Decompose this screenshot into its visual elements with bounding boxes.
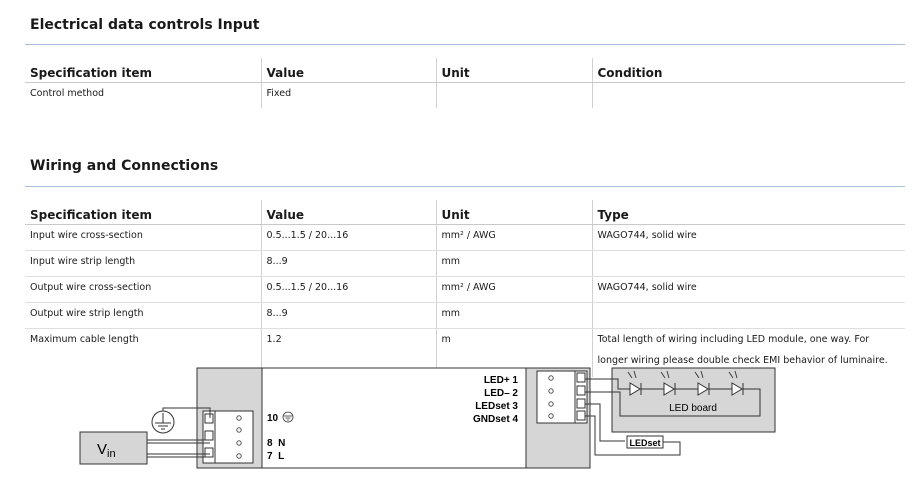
- column-header: Condition: [592, 58, 905, 83]
- table-cell: [592, 83, 905, 109]
- section-divider: [25, 186, 905, 187]
- ledset-resistor-right-wire: [663, 442, 680, 448]
- table-cell: mm² / AWG: [436, 277, 592, 303]
- vin-label-main: V: [97, 441, 108, 458]
- column-header: Type: [592, 200, 905, 225]
- column-header: Value: [261, 200, 436, 225]
- table-header-row: [25, 200, 905, 225]
- column-header: Specification item: [25, 58, 261, 83]
- gndset-label: GNDset 4: [472, 414, 518, 425]
- table-cell: Input wire strip length: [25, 251, 261, 277]
- table-cell: Output wire cross-section: [25, 277, 261, 303]
- column-header: Unit: [436, 58, 592, 83]
- vin-label-sub: in: [107, 448, 116, 460]
- led-board-label: LED board: [669, 403, 717, 414]
- column-header: Value: [261, 58, 436, 83]
- table-cell: Input wire cross-section: [25, 225, 261, 251]
- table-header-row: [25, 58, 905, 83]
- table-cell: mm² / AWG: [436, 225, 592, 251]
- section-title-electrical: Electrical data controls Input: [30, 17, 260, 33]
- table-cell: Output wire strip length: [25, 303, 261, 329]
- table-cell: Total length of wiring including LED module, one way. For longer wiring please double check EMI behavior of luminaire.: [592, 329, 905, 378]
- table-cell: [592, 303, 905, 329]
- pin-7-label: 7 L: [267, 451, 285, 462]
- pin-10-label: 10: [267, 413, 279, 424]
- column-header: Specification item: [25, 200, 261, 225]
- ledset-box-label: LEDset: [629, 438, 661, 448]
- table-row: [25, 83, 905, 109]
- pin-8-label: 8 N: [267, 438, 286, 449]
- led-board: [612, 368, 775, 432]
- table-row: [25, 251, 905, 277]
- table-cell: [592, 251, 905, 277]
- table-row: [25, 303, 905, 329]
- table-cell: 1.2: [261, 329, 436, 378]
- table-cell: WAGO744, solid wire: [592, 277, 905, 303]
- table-cell: mm: [436, 303, 592, 329]
- table-cell: mm: [436, 251, 592, 277]
- table-cell: 0.5...1.5 / 20...16: [261, 225, 436, 251]
- electrical-data-table: [25, 58, 905, 108]
- led-plus-label: LED+ 1: [483, 375, 518, 386]
- column-header: Unit: [436, 200, 592, 225]
- section-divider: [25, 44, 905, 45]
- table-cell: Control method: [30, 88, 105, 99]
- section-title-wiring: Wiring and Connections: [30, 158, 219, 174]
- table-cell: 8...9: [261, 251, 436, 277]
- output-terminal-block: [537, 371, 587, 423]
- table-cell: [436, 83, 592, 109]
- table-cell: m: [436, 329, 592, 378]
- led-minus-label: LED– 2: [484, 388, 518, 399]
- table-cell: Maximum cable length: [30, 334, 139, 345]
- table-cell: 0.5...1.5 / 20...16: [261, 277, 436, 303]
- table-cell: WAGO744, solid wire: [592, 225, 905, 251]
- wiring-diagram: [0, 365, 915, 500]
- table-row: [25, 225, 905, 251]
- ledset-label: LEDset 3: [475, 401, 518, 412]
- wiring-table: [25, 200, 905, 377]
- input-terminal-block: [203, 411, 253, 463]
- table-cell: 8...9: [261, 303, 436, 329]
- table-cell: Fixed: [261, 83, 436, 109]
- table-row: [25, 277, 905, 303]
